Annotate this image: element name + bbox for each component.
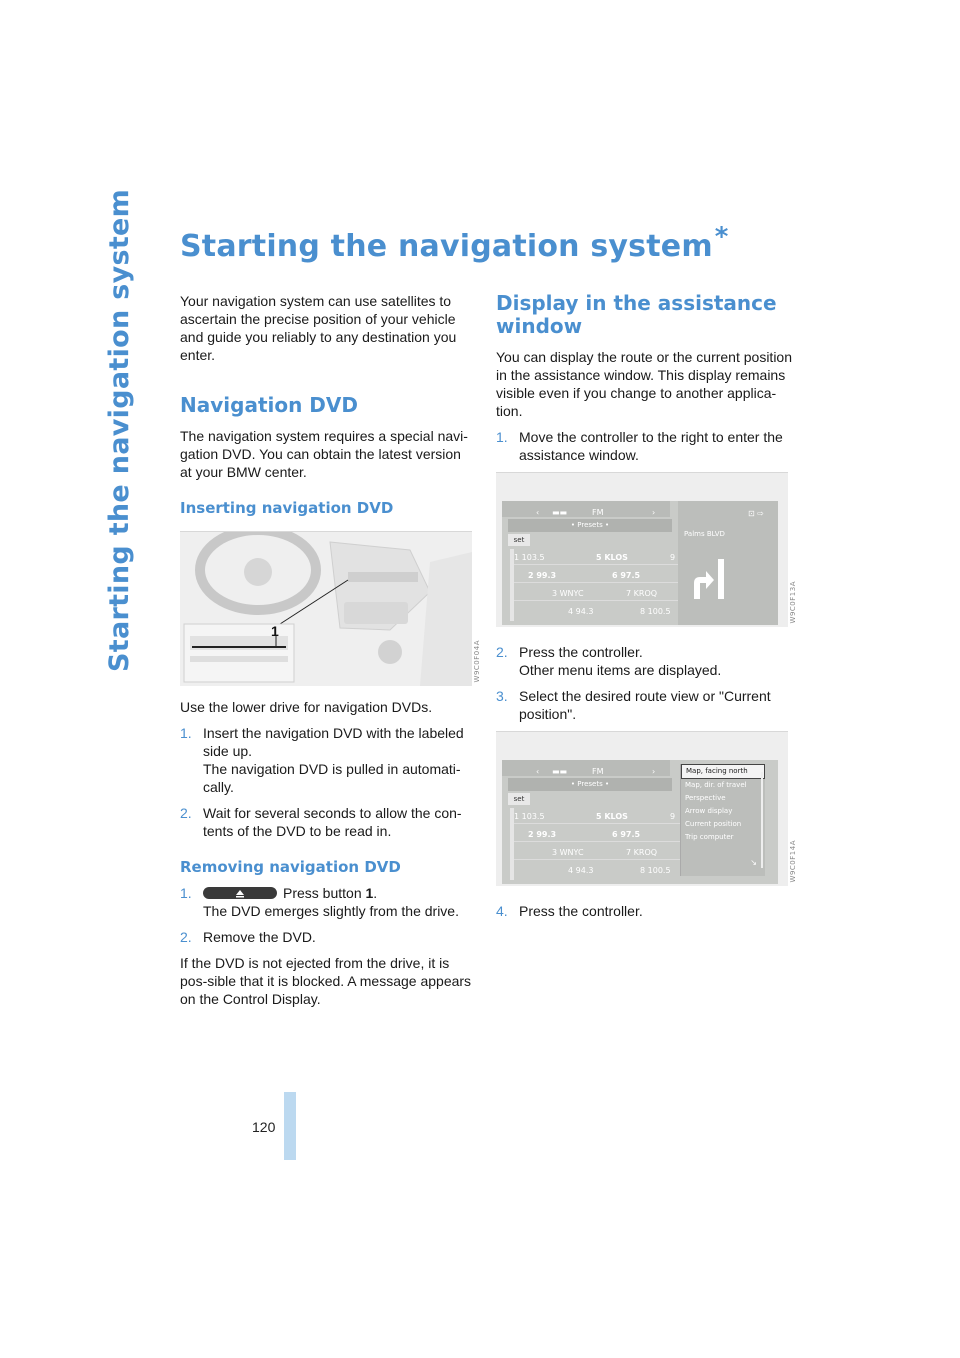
list-item: 3. Select the desired route view or "Current position".	[496, 688, 771, 722]
inserting-steps	[180, 724, 476, 840]
intro-paragraph: Your navigation system can use satellites to ascertain the precise position of your vehicle and guide you reliably to any destination you enter.	[180, 293, 457, 363]
removing-heading: Removing navigation DVD	[180, 858, 401, 876]
turn-arrow-icon	[690, 555, 734, 599]
assistance-intro: You can display the route or the current position in the assistance window. This display remains visible even if you change to another applica-tion.	[496, 349, 793, 419]
menu-item-trip-computer[interactable]: Trip computer	[685, 833, 734, 841]
presets-label: • Presets •	[508, 778, 672, 791]
chevron-down-icon: ↘	[750, 858, 757, 867]
menu-item-perspective[interactable]: Perspective	[685, 794, 726, 802]
assistance-window-screenshot	[496, 472, 797, 627]
assistance-steps-c	[496, 902, 792, 920]
list-item: 2. Wait for several seconds to allow the con-tents of the DVD to be read in.	[180, 805, 462, 839]
assistance-steps-b	[496, 643, 792, 723]
set-button: set	[508, 534, 530, 546]
list-item: 4. Press the controller.	[496, 903, 643, 919]
menu-item-current-position[interactable]: Current position	[685, 820, 742, 828]
eject-button-icon	[203, 885, 279, 901]
figure-code: W9C0F14A	[789, 839, 797, 882]
list-item: 1. Press button 1. The DVD emerges slightly from the drive.	[180, 885, 459, 919]
figure-code: W9C0F13A	[789, 580, 797, 623]
lower-drive-text: Use the lower drive for navigation DVDs.	[180, 699, 433, 715]
presets-label: • Presets •	[508, 519, 672, 532]
nav-dvd-heading: Navigation DVD	[180, 393, 358, 417]
removing-note: If the DVD is not ejected from the drive, it is pos-sible that it is blocked. A message appears on the Control Display.	[180, 955, 472, 1007]
band-label: FM	[592, 508, 604, 517]
menu-item-arrow-display[interactable]: Arrow display	[685, 807, 733, 815]
page-title: Starting the navigation system*	[180, 222, 729, 264]
left-column	[180, 292, 481, 1016]
sidebar-section-title: Starting the navigation system	[104, 188, 135, 672]
list-item: 2. Press the controller. Other menu items are displayed.	[496, 644, 722, 678]
control-display: ‹ ▬▬ FM › • Presets • set 1 103.5 5 KLOS 9 2 99.3 6 97.5 3 WNYC 7 KROQ 4 94.3 8 100.5 Map, facing north Map, dir. of travel Perspective Arrow display Current position Trip computer ↘	[502, 760, 778, 884]
station-grid: 1 103.5 5 KLOS 9 2 99.3 6 97.5 3 WNYC 7 KROQ 4 94.3 8 100.5	[514, 547, 678, 621]
list-item: 1. Move the controller to the right to enter the assistance window.	[496, 429, 783, 463]
set-button: set	[508, 793, 530, 805]
assistance-heading: Display in the assistance window	[496, 291, 777, 338]
control-display: ‹ ▬▬ FM › • Presets • set 1 103.5 5 KLOS 9 2 99.3 6 97.5 3 WNYC 7 KROQ 4 94.3 8 100.5 ⊡ ⇨ Palms BLVD	[502, 501, 778, 625]
removing-steps	[180, 884, 476, 946]
assistance-window: ⊡ ⇨ Palms BLVD	[678, 501, 778, 625]
menu-scrollbar[interactable]	[761, 772, 763, 868]
figure-callout-label: 1	[271, 623, 279, 639]
menu-item-map-facing-north[interactable]: Map, facing north	[681, 764, 765, 779]
optional-equipment-star: *	[714, 222, 729, 252]
page-number: 120	[252, 1119, 276, 1135]
list-item: 2. Remove the DVD.	[180, 929, 316, 945]
right-column	[496, 291, 797, 928]
menu-item-map-dir-of-travel[interactable]: Map, dir. of travel	[685, 781, 747, 789]
page-number-bar	[284, 1092, 296, 1160]
nav-dvd-body: The navigation system requires a special navi-gation DVD. You can obtain the latest version at your BMW center.	[180, 428, 468, 480]
list-item: 1. Insert the navigation DVD with the labeled side up. The navigation DVD is pulled in automati-cally.	[180, 725, 464, 795]
street-label: Palms BLVD	[684, 530, 725, 538]
station-grid: 1 103.5 5 KLOS 9 2 99.3 6 97.5 3 WNYC 7 KROQ 4 94.3 8 100.5	[514, 806, 678, 880]
dvd-drive-illustration	[180, 531, 481, 686]
band-label: FM	[592, 767, 604, 776]
route-view-menu	[680, 764, 765, 876]
route-view-menu-screenshot	[496, 731, 797, 886]
assistance-steps-a	[496, 428, 792, 464]
figure-code: W9C0F04A	[473, 639, 481, 682]
car-interior-image	[180, 532, 472, 686]
inserting-heading: Inserting navigation DVD	[180, 499, 394, 517]
